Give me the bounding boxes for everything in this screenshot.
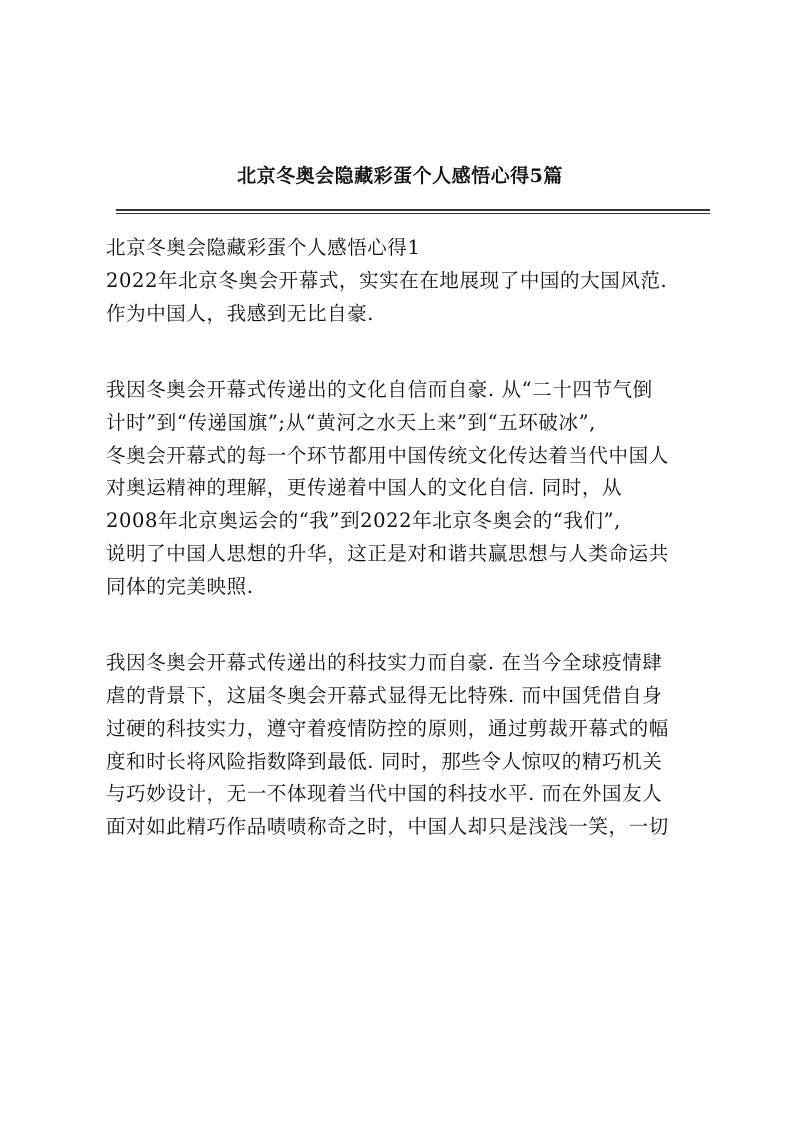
paragraph-line: 作为中国人，我感到无比自豪. <box>106 301 375 325</box>
paragraph-3 <box>106 647 710 844</box>
section-heading: 北京冬奥会隐藏彩蛋个人感悟心得1 <box>106 236 421 259</box>
paragraph-line: 我因冬奥会开幕式传递出的科技实力而自豪. 在当今全球疫情肆 <box>106 651 663 675</box>
paragraph-line: 说明了中国人思想的升华，这正是对和谐共赢思想与人类命运共 <box>106 541 669 565</box>
title-divider <box>116 209 710 214</box>
paragraph-line: 与巧妙设计，无一不体现着当代中国的科技水平. 而在外国友人 <box>106 782 663 806</box>
paragraph-line: 冬奥会开幕式的每一个环节都用中国传统文化传达着当代中国人 <box>106 443 669 467</box>
paragraph-1 <box>106 265 710 331</box>
paragraph-line: 面对如此精巧作品啧啧称奇之时，中国人却只是浅浅一笑，一切 <box>106 815 669 839</box>
paragraph-line: 度和时长将风险指数降到最低. 同时，那些令人惊叹的精巧机关 <box>106 749 663 773</box>
paragraph-line: 过硬的科技实力，遵守着疫情防控的原则，通过剪裁开幕式的幅 <box>106 716 669 740</box>
document-body <box>106 232 710 844</box>
paragraph-line: 2008年北京奥运会的“我”到2022年北京冬奥会的“我们”, <box>106 509 621 533</box>
paragraph-line: 2022年北京冬奥会开幕式，实实在在地展现了中国的大国风范. <box>106 268 668 292</box>
paragraph-line: 虐的背景下，这届冬奥会开幕式显得无比特殊. 而中国凭借自身 <box>106 683 663 707</box>
paragraph-2 <box>106 374 710 604</box>
document-title: 北京冬奥会隐藏彩蛋个人感悟心得5篇 <box>237 165 563 187</box>
paragraph-line: 对奥运精神的理解，更传递着中国人的文化自信. 同时，从 <box>106 476 623 500</box>
paragraph-line: 我因冬奥会开幕式传递出的文化自信而自豪. 从“二十四节气倒 <box>106 377 653 401</box>
paragraph-line: 同体的完美映照. <box>106 574 254 598</box>
paragraph-line: 计时”到“传递国旗”;从“黄河之水天上来”到“五环破冰”, <box>106 410 596 434</box>
